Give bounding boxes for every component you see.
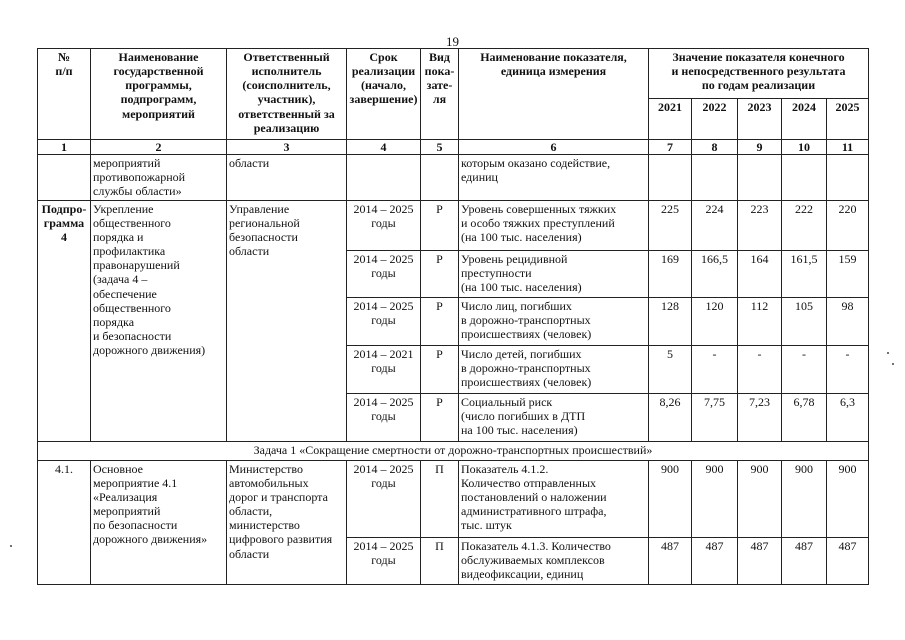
value-cell: 128 [649,297,692,345]
indicator-cell: Уровень рецидивной преступности (на 100 тыс. населения) [459,250,649,297]
value-cell: 120 [692,297,738,345]
value-cell: 164 [738,250,782,297]
value-cell: - [738,345,782,393]
type-cell: Р [421,393,459,441]
col-number: 1 [38,140,91,155]
period-cell: 2014 – 2021 годы [347,345,421,393]
period-cell: 2014 – 2025 годы [347,200,421,250]
scan-speck [892,363,894,365]
table-row [38,155,869,200]
indicator-cell: которым оказано содействие, единиц [459,155,649,200]
period-cell: 2014 – 2025 годы [347,297,421,345]
period-cell: 2014 – 2025 годы [347,250,421,297]
value-cell: 5 [649,345,692,393]
value-cell: 6,78 [782,393,827,441]
table-row [38,460,869,537]
indicator-cell: Социальный риск (число погибших в ДТП на 100 тыс. населения) [459,393,649,441]
value-cell: 112 [738,297,782,345]
value-cell: 487 [782,537,827,584]
executor-cell: Управление региональной безопасности области [227,200,347,441]
number-cell: Подпро- грамма 4 [38,200,91,441]
value-cell: 222 [782,200,827,250]
header-type: Вид пока- зате- ля [421,49,459,140]
column-number-row [38,140,869,155]
period-cell: 2014 – 2025 годы [347,393,421,441]
header-program: Наименование государственной программы, подпрограмм, мероприятий [91,49,227,140]
value-cell: 7,23 [738,393,782,441]
header-year: 2023 [738,99,782,140]
header-num: № п/п [38,49,91,140]
col-number: 6 [459,140,649,155]
task-row [38,441,869,460]
indicator-cell: Число лиц, погибших в дорожно-транспортных происшествиях (человек) [459,297,649,345]
indicator-cell: Число детей, погибших в дорожно-транспортных происшествиях (человек) [459,345,649,393]
header-executor: Ответственный исполнитель (соисполнитель, участник), ответственный за реализацию [227,49,347,140]
value-cell: 900 [782,460,827,537]
header-year: 2022 [692,99,738,140]
value-cell: 98 [827,297,869,345]
value-cell: 487 [692,537,738,584]
value-cell: 8,26 [649,393,692,441]
page-number: 19 [446,34,459,49]
value-cell: 223 [738,200,782,250]
value-cell: 900 [692,460,738,537]
col-number: 4 [347,140,421,155]
value-cell: 169 [649,250,692,297]
col-number: 3 [227,140,347,155]
col-number: 8 [692,140,738,155]
value-cell: 487 [649,537,692,584]
value-cell: 900 [738,460,782,537]
header-values: Значение показателя конечного и непосредственного результата по годам реализации [649,49,869,99]
col-number: 10 [782,140,827,155]
value-cell: - [827,345,869,393]
type-cell: Р [421,250,459,297]
value-cell: 225 [649,200,692,250]
type-cell: П [421,460,459,537]
header-year: 2024 [782,99,827,140]
value-cell: - [782,345,827,393]
value-cell: 166,5 [692,250,738,297]
value-cell: 105 [782,297,827,345]
period-cell: 2014 – 2025 годы [347,537,421,584]
scan-speck [10,545,12,547]
value-cell: 6,3 [827,393,869,441]
header-indicator: Наименование показателя, единица измерения [459,49,649,140]
executor-cell: Министерство автомобильных дорог и транспорта области, министерство цифрового развития области [227,460,347,584]
type-cell: Р [421,297,459,345]
type-cell: Р [421,200,459,250]
program-cell: мероприятий противопожарной службы области» [91,155,227,200]
indicator-table [37,48,869,585]
col-number: 11 [827,140,869,155]
value-cell: 900 [649,460,692,537]
type-cell: П [421,537,459,584]
value-cell: - [692,345,738,393]
value-cell: 161,5 [782,250,827,297]
value-cell: 487 [738,537,782,584]
number-cell: 4.1. [38,460,91,584]
indicator-cell: Уровень совершенных тяжких и особо тяжких преступлений (на 100 тыс. населения) [459,200,649,250]
value-cell: 487 [827,537,869,584]
task-title: Задача 1 «Сокращение смертности от дорожно-транспортных происшествий» [38,441,869,460]
header-year: 2021 [649,99,692,140]
program-cell: Укрепление общественного порядка и профилактика правонарушений (задача 4 – обеспечение общественного порядка и безопасности дорожного движения) [91,200,227,441]
header-period: Срок реализации (начало, завершение) [347,49,421,140]
executor-cell: области [227,155,347,200]
header-row-1 [38,49,869,99]
value-cell: 224 [692,200,738,250]
col-number: 5 [421,140,459,155]
program-cell: Основное мероприятие 4.1 «Реализация мероприятий по безопасности дорожного движения» [91,460,227,584]
indicator-cell: Показатель 4.1.3. Количество обслуживаемых комплексов видеофиксации, единиц [459,537,649,584]
type-cell: Р [421,345,459,393]
value-cell: 900 [827,460,869,537]
col-number: 2 [91,140,227,155]
table-row [38,200,869,250]
scan-speck [887,352,889,354]
value-cell: 7,75 [692,393,738,441]
header-year: 2025 [827,99,869,140]
value-cell: 159 [827,250,869,297]
indicator-cell: Показатель 4.1.2. Количество отправленных постановлений о наложении административного штрафа, тыс. штук [459,460,649,537]
value-cell: 220 [827,200,869,250]
col-number: 9 [738,140,782,155]
col-number: 7 [649,140,692,155]
period-cell: 2014 – 2025 годы [347,460,421,537]
